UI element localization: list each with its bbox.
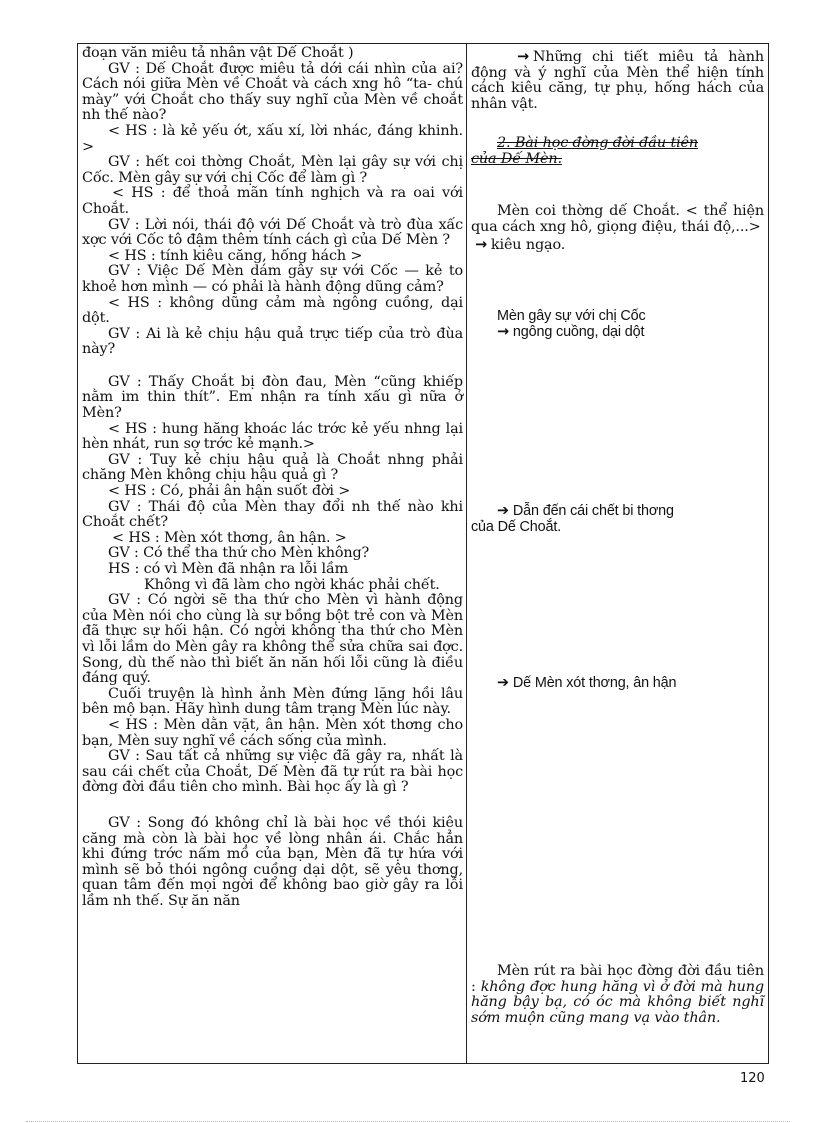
dialogue-paragraph: < HS : là kẻ yếu ớt, xấu xí, lời nhác, đáng khinh. > <box>82 122 463 155</box>
dialogue-paragraph: Cuối truyện là hình ảnh Mèn đứng lặng hồi lâu bên mộ bạn. Hãy hình dung tâm trạng Mèn lúc này. <box>82 685 463 718</box>
dialogue-paragraph: < HS : hung hăng khoác lác trớc kẻ yếu nhng lại hèn nhát, run sợ trớc kẻ mạnh.> <box>82 420 463 453</box>
note-block-first-lesson <box>471 964 764 1026</box>
dialogue-paragraph: GV : Thái độ của Mèn thay đổi nh thế nào khi Choắt chết? <box>82 498 463 531</box>
note-text: Những chi tiết miêu tả hành động và ý nghĩ của Mèn thể hiện tính cách kiêu căng, tự phụ, hống hách của nhân vật. <box>471 49 764 112</box>
arrow-icon: → <box>517 49 529 65</box>
page-number: 120 <box>740 1071 765 1086</box>
dialogue-paragraph: GV : Ai là kẻ chịu hậu quả trực tiếp của trò đùa này? <box>82 325 463 358</box>
bold-arrow-icon: ➔ <box>497 503 509 519</box>
bold-arrow-icon: ➔ <box>497 675 509 691</box>
note-block-choat-death <box>471 504 764 535</box>
dialogue-paragraph: < HS : Mèn xót thơng, ân hận. > <box>112 529 347 546</box>
arrow-icon: → <box>497 323 509 340</box>
paragraph-gap <box>82 358 463 375</box>
note-text: kiêu ngạo. <box>490 237 566 254</box>
dialogue-paragraph: < HS : Có, phải ân hận suốt đời > <box>108 483 351 500</box>
dialogue-paragraph: < HS : Mèn dằn vặt, ân hận. Mèn xót thơng cho bạn, Mèn suy nghĩ về cách sống của mình. <box>82 716 463 749</box>
column-divider <box>466 44 467 1063</box>
dialogue-paragraph: GV : Tuy kẻ chịu hậu quả là Choắt nhng phải chăng Mèn không chịu hậu quả gì ? <box>82 451 463 484</box>
arrow-icon: → <box>475 237 487 254</box>
note-text: Dế Mèn xót thơng, ân hận <box>512 675 677 691</box>
note-block-disdain <box>471 204 764 254</box>
section-heading <box>471 136 764 167</box>
dialogue-paragraph: GV : Có ngời sẽ tha thứ cho Mèn vì hành động của Mèn nói cho cùng là sự bồng bột trẻ con và Mèn đã thực sự hối hận. Có ngời không tha thứ cho Mèn vì lỗi lầm do Mèn gây ra không thể sửa chữa sai đợc. Song, dù thế nào thì biết ăn năn hối lỗi cũng là điều đáng quý. <box>82 592 463 687</box>
dialogue-paragraph: GV : Thấy Choắt bị đòn đau, Mèn “cũng khiếp nằm im thin thít”. Em nhận ra tính xấu gì nữa ở Mèn? <box>82 373 463 422</box>
note-block-character-traits <box>471 50 764 112</box>
dialogue-paragraph: GV : Có thể tha thứ cho Mèn không? <box>108 545 370 562</box>
note-block-remorse <box>471 676 764 692</box>
dialogue-paragraph: GV : Song đó không chỉ là bài học về thói kiêu căng mà còn là bài học về lòng nhân ái. Chắc hẳn khi đứng trớc nấm mồ của bạn, Mèn đã tự hứa với mình sẽ bỏ thói ngông cuồng dại dột, sẽ yêu thơng, quan tâm đến mọi ngời để không bao giờ gây ra lỗi lầm nh thế. Sự ăn năn <box>82 814 463 909</box>
lesson-table <box>77 43 769 1064</box>
note-text: ngông cuồng, dại dột <box>512 323 645 340</box>
dialogue-paragraph: GV : Việc Dế Mèn dám gây sự với Cốc — kẻ to khoẻ hơn mình — có phải là hành động dũng cảm? <box>82 263 463 295</box>
note-text: Mèn gây sự với chị Cốc <box>497 308 646 324</box>
dialogue-paragraph: < HS : tính kiêu căng, hống hách > <box>108 247 363 264</box>
note-block-provoke-coc <box>471 309 764 340</box>
heading-text-line1: 2. Bài học đờng đời đầu tiên <box>497 135 699 151</box>
dialogue-paragraph: HS : có vì Mèn đã nhận ra lỗi lầm <box>108 561 349 577</box>
note-text: Dẫn đến cái chết bi thơng <box>512 503 674 519</box>
note-text: Mèn coi thờng dế Choắt. < thể hiện qua cách xng hô, giọng điệu, thái độ,...> <box>471 203 764 235</box>
dialogue-paragraph: Không vì đã làm cho ngời khác phải chết. <box>144 576 440 593</box>
note-text: của Dế Choắt. <box>471 518 562 535</box>
dialogue-paragraph: < HS : để thoả mãn tính nghịch và ra oai với Choắt. <box>82 185 463 217</box>
heading-text-line2: của Dế Mèn. <box>471 150 562 167</box>
left-column-teacher-student-dialogue <box>82 44 463 909</box>
dialogue-paragraph: đoạn văn miêu tả nhân vật Dế Choắt ) <box>82 45 354 61</box>
dialogue-paragraph: < HS : không dũng cảm mà ngông cuồng, dại dột. <box>82 294 463 327</box>
dialogue-paragraph: GV : Dế Choắt được miêu tả dới cái nhìn của ai? Cách nói giữa Mèn về Choắt và cách xng hô “ta- chú mày” với Choắt cho thấy suy nghĩ của Mèn về choắt nh thế nào? <box>82 60 463 124</box>
dialogue-paragraph: GV : Lời nói, thái độ với Dế Choắt và trò đùa xấc xợc với Cốc tô đậm thêm tính cách gì của Dế Mèn ? <box>82 216 463 249</box>
lesson-quote: không đợc hung hăng vì ở đời mà hung hăng bậy bạ, có óc mà không biết nghĩ sớm muộn cũng mang vạ vào thân. <box>471 978 764 1026</box>
footer-rule <box>26 1121 790 1122</box>
dialogue-paragraph: GV : hết coi thờng Choắt, Mèn lại gây sự với chị Cốc. Mèn gây sự với chị Cốc để làm gì ? <box>82 154 463 186</box>
dialogue-paragraph: GV : Sau tất cả những sự việc đã gây ra, nhất là sau cái chết của Choắt, Dế Mèn đã tự rút ra bài học đờng đời đầu tiên cho mình. Bài học ấy là gì ? <box>82 748 463 796</box>
paragraph-gap <box>82 796 463 816</box>
note-text: Mèn rút ra bài học đờng đời đầu tiên : <box>471 963 764 995</box>
